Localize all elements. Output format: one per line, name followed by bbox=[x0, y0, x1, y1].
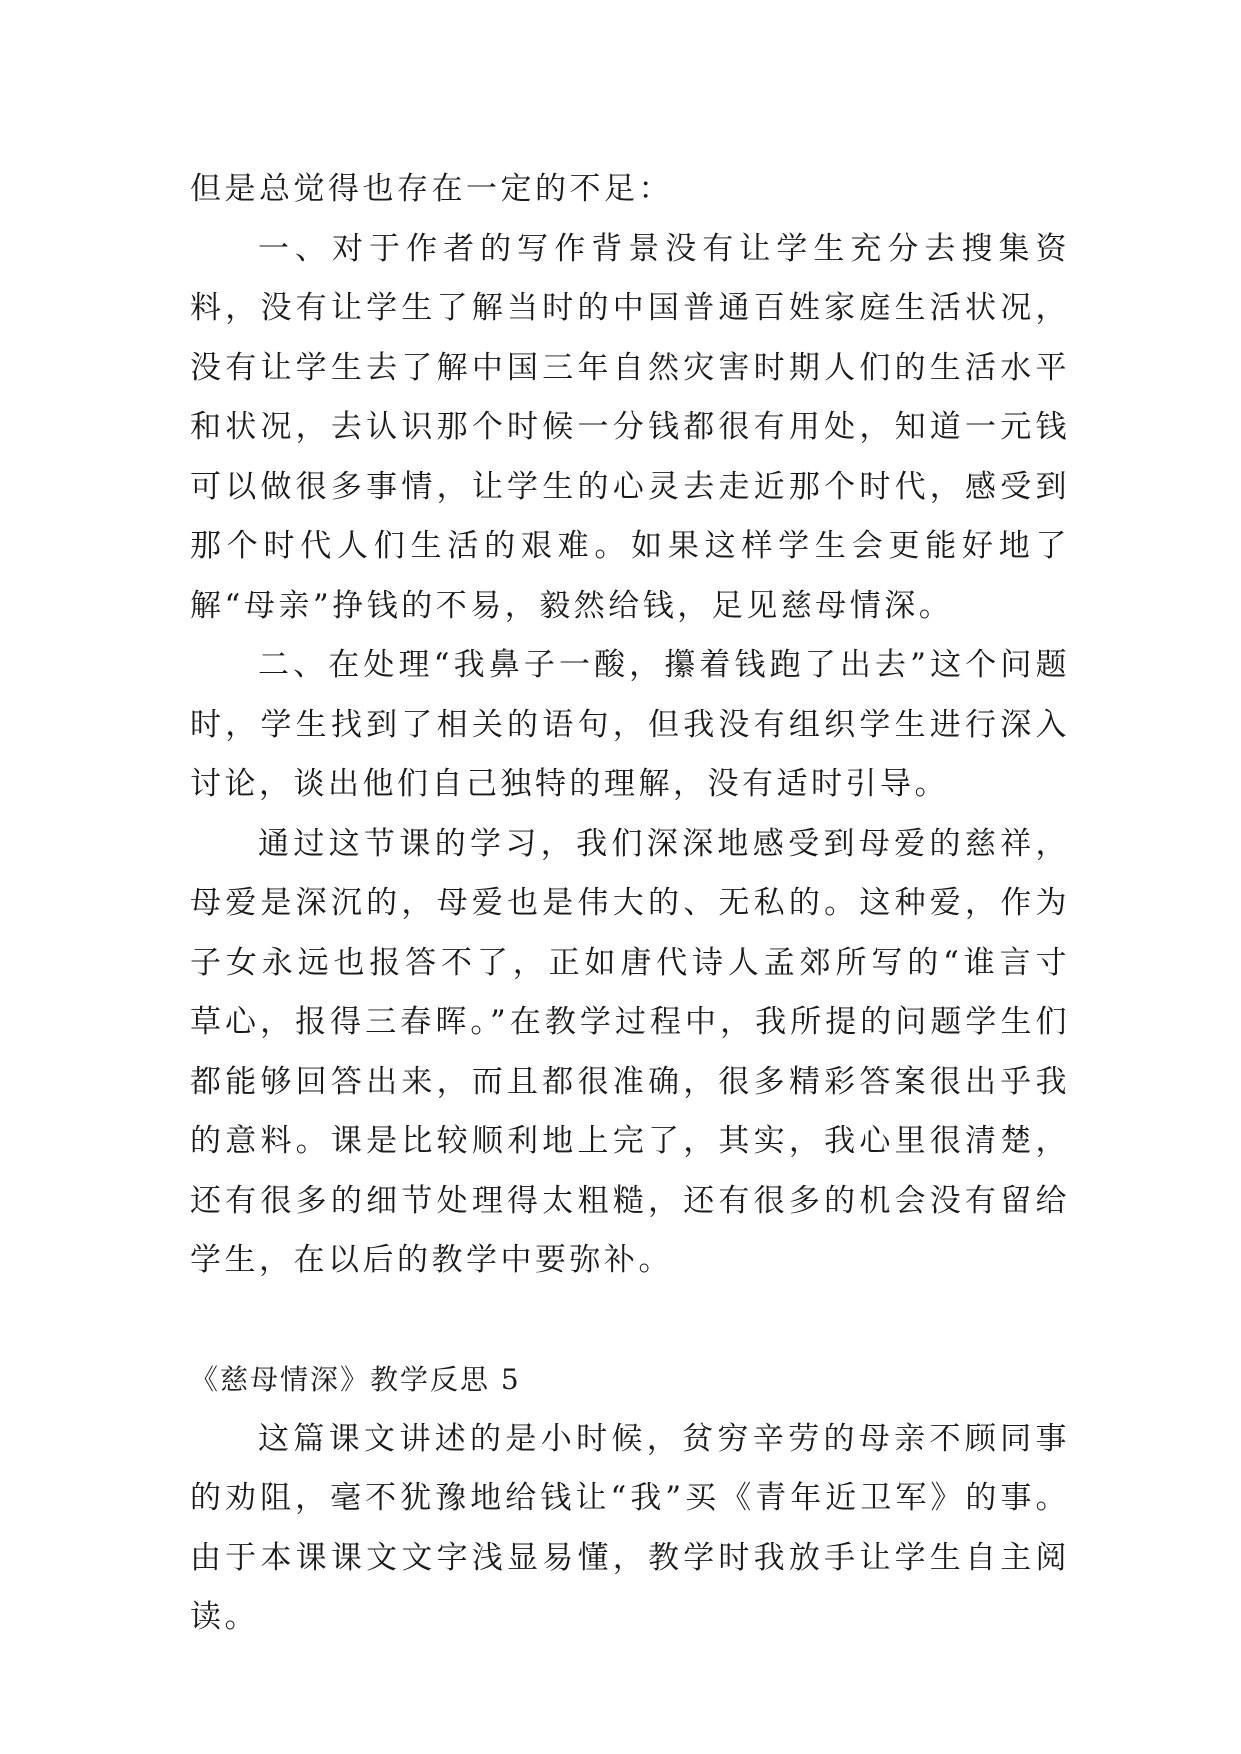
section-spacer bbox=[190, 1291, 1070, 1351]
document-body bbox=[190, 160, 1070, 1648]
paragraph-conclusion: 通过这节课的学习，我们深深地感受到母爱的慈祥，母爱是深沉的，母爱也是伟大的、无私的。这种爱，作为子女永远也报答不了，正如唐代诗人孟郊所写的“谁言寸草心，报得三春晖。”在教学过程中，我所提的问题学生们都能够回答出来，而且都很准确，很多精彩答案很出乎我的意料。课是比较顺利地上完了，其实，我心里很清楚，还有很多的细节处理得太粗糙，还有很多的机会没有留给学生，在以后的教学中要弥补。 bbox=[190, 825, 1070, 1278]
section-title: 《慈母情深》教学反思 5 bbox=[190, 1363, 521, 1396]
paragraph-intro: 但是总觉得也存在一定的不足： bbox=[190, 171, 673, 207]
paragraph-section-intro: 这篇课文讲述的是小时候，贫穷辛劳的母亲不顾同事的劝阻，毫不犹豫地给钱让“我”买《青年近卫军》的事。由于本课课文文字浅显易懂，教学时我放手让学生自主阅读。 bbox=[190, 1420, 1070, 1635]
paragraph-point-two: 二、在处理“我鼻子一酸，攥着钱跑了出去”这个问题时，学生找到了相关的语句，但我没有组织学生进行深入讨论，谈出他们自己独特的理解，没有适时引导。 bbox=[190, 647, 1070, 802]
paragraph-point-one: 一、对于作者的写作背景没有让学生充分去搜集资料，没有让学生了解当时的中国普通百姓家庭生活状况，没有让学生去了解中国三年自然灾害时期人们的生活水平和状况，去认识那个时候一分钱都很有用处，知道一元钱可以做很多事情，让学生的心灵去走近那个时代，感受到那个时代人们生活的艰难。如果这样学生会更能好地了解“母亲”挣钱的不易，毅然给钱，足见慈母情深。 bbox=[190, 230, 1070, 624]
